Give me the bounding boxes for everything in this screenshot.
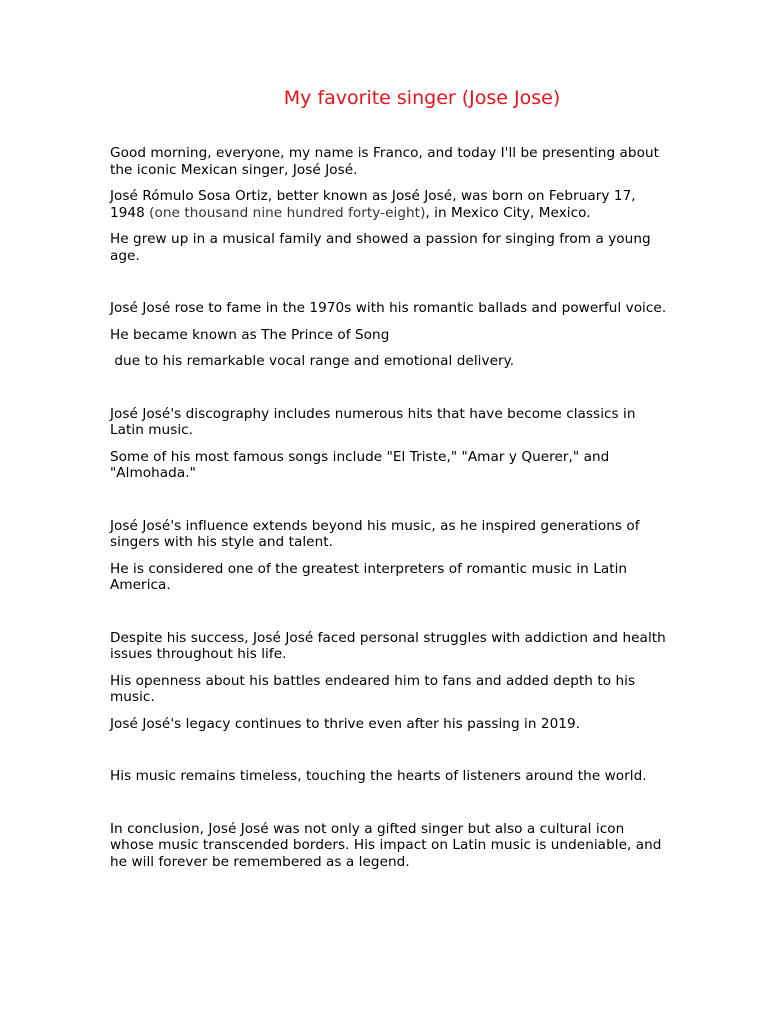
paragraph-legacy: José José's legacy continues to thrive even after his passing in 2019. — [110, 715, 581, 732]
paragraph-openness: His openness about his battles endeared him to fans and added depth to his music. — [110, 672, 636, 705]
paragraph-family: He grew up in a musical family and showed a passion for singing from a young age. — [110, 231, 651, 264]
paragraph-vocal-range: due to his remarkable vocal range and emotional delivery. — [110, 353, 515, 369]
paragraph-birth — [110, 188, 670, 221]
paragraph-famous-songs: Some of his most famous songs include "El Triste," "Amar y Querer," and "Almohada." — [110, 448, 610, 481]
paragraph-discography: José José's discography includes numerous hits that have become classics in Latin music. — [110, 405, 636, 438]
document-body — [110, 145, 670, 870]
paragraph-struggles: Despite his success, José José faced personal struggles with addiction and health issues throughout his life. — [110, 629, 666, 662]
paragraph-influence: José José's influence extends beyond his music, as he inspired generations of singers with his style and talent. — [110, 517, 640, 550]
birth-text-end: , in Mexico City, Mexico. — [425, 204, 591, 221]
paragraph-fame: José José rose to fame in the 1970s with his romantic ballads and powerful voice. — [110, 300, 667, 316]
birth-year-words: (one thousand nine hundred forty-eight) — [149, 204, 426, 221]
birth-text-start: José Rómulo Sosa Ortiz, better known as José José, was born on February 17, 1948 — [110, 188, 636, 221]
document-title: My favorite singer (Jose Jose) — [283, 87, 561, 109]
paragraph-intro: Good morning, everyone, my name is Franco, and today I'll be presenting about the iconic Mexican singer, José José. — [110, 145, 659, 178]
paragraph-conclusion: In conclusion, José José was not only a gifted singer but also a cultural icon whose music transcended borders. His impact on Latin music is undeniable, and he will forever be remembered as a legend. — [110, 820, 662, 870]
paragraph-interpreter: He is considered one of the greatest interpreters of romantic music in Latin America. — [110, 560, 628, 593]
paragraph-timeless: His music remains timeless, touching the hearts of listeners around the world. — [110, 768, 647, 784]
paragraph-nickname: He became known as The Prince of Song — [110, 326, 390, 343]
